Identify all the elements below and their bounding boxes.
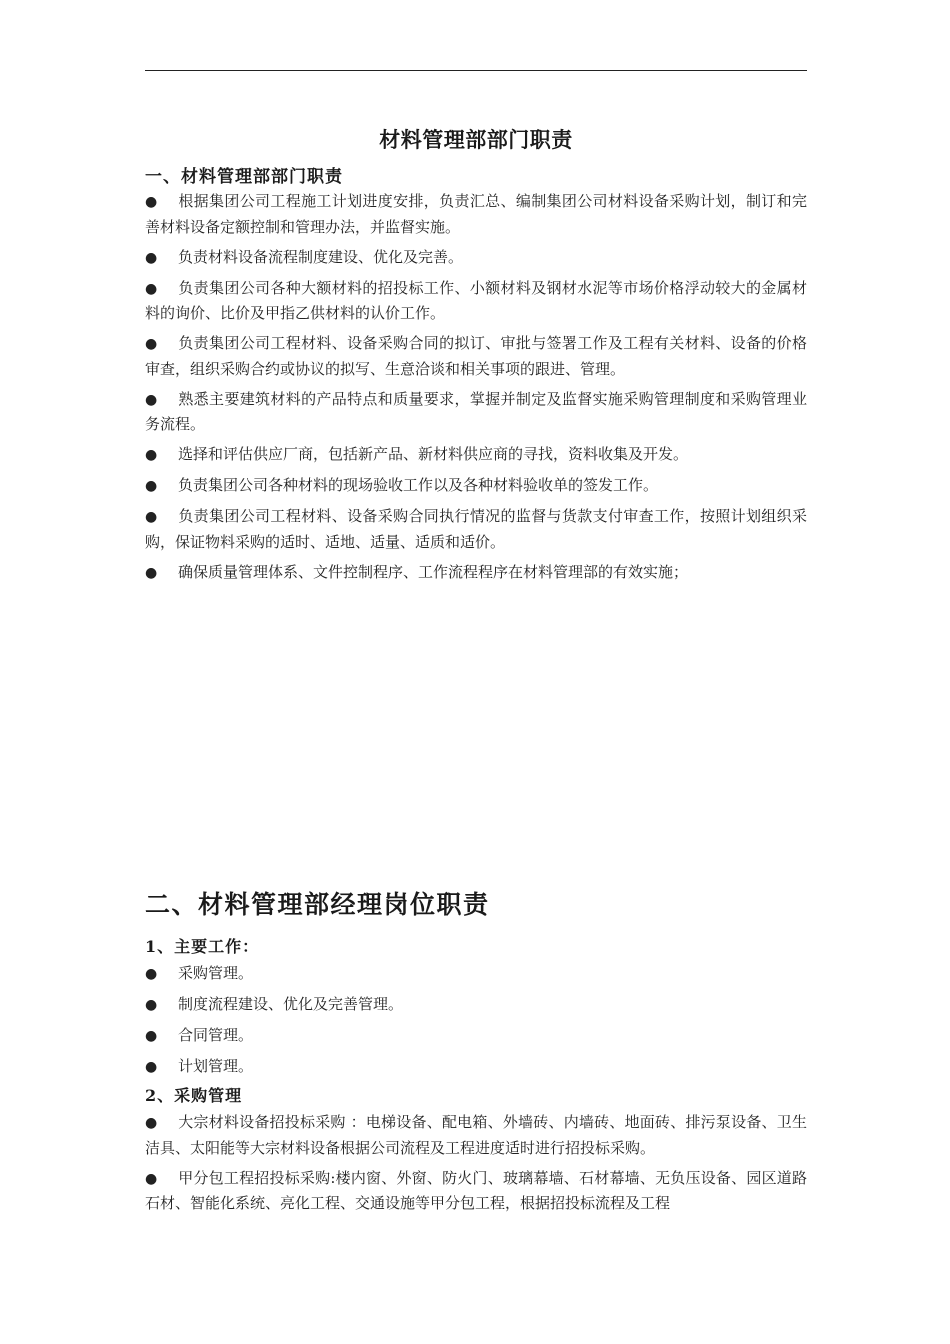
bullet-icon: ● <box>145 391 158 408</box>
list-item: ● 负责集团公司工程材料、设备采购合同的拟订、审批与签署工作及工程有关材料、设备的价格审查，组织采购合约或协议的拟写、生意洽谈和相关事项的跟进、管理。 <box>145 334 807 378</box>
bullet-icon: ● <box>145 1028 158 1044</box>
list-item: ● 甲分包工程招投标采购:楼内窗、外窗、防火门、玻璃幕墙、石材幕墙、无负压设备、园区道路石材、智能化系统、亮化工程、交通设施等甲分包工程，根据招投标流程及工程 <box>145 1168 807 1212</box>
bullet-icon: ● <box>145 997 158 1013</box>
list-item: ● 采购管理。 <box>145 961 807 987</box>
subsection2-heading: 2、采购管理 <box>145 1086 243 1105</box>
bullet-icon: ● <box>145 478 158 494</box>
bullet-icon: ● <box>145 564 158 581</box>
bullet-icon: ● <box>145 509 158 525</box>
list-item: ● 计划管理。 <box>145 1054 807 1080</box>
section2-heading: 二、材料管理部经理岗位职责 <box>145 890 490 919</box>
bullet-icon: ● <box>145 194 158 210</box>
list-item: ● 选择和评估供应厂商，包括新产品、新材料供应商的寻找，资料收集及开发。 <box>145 442 807 468</box>
bullet-icon: ● <box>145 447 158 463</box>
list-item: ● 根据集团公司工程施工计划进度安排，负责汇总、编制集团公司材料设备采购计划，制订和完善材料设备定额控制和管理办法，并监督实施。 <box>145 192 807 236</box>
bullet-icon: ● <box>145 1170 158 1187</box>
list-item: ● 确保质量管理体系、文件控制程序、工作流程程序在材料管理部的有效实施； <box>145 560 807 586</box>
section1-heading: 一、材料管理部部门职责 <box>145 167 343 187</box>
bullet-icon: ● <box>145 1059 158 1075</box>
list-item: ● 制度流程建设、优化及完善管理。 <box>145 992 807 1018</box>
bullet-icon: ● <box>145 1115 158 1131</box>
subsection1-list <box>145 961 807 1085</box>
list-item: ● 负责集团公司各种大额材料的招投标工作、小额材料及钢材水泥等市场价格浮动较大的金属材料的询价、比价及甲指乙供材料的认价工作。 <box>145 278 807 322</box>
list-item: ● 负责集团公司各种材料的现场验收工作以及各种材料验收单的签发工作。 <box>145 473 807 499</box>
bullet-icon: ● <box>145 280 158 297</box>
list-item: ● 大宗材料设备招投标采购 ：电梯设备、配电箱、外墙砖、内墙砖、地面砖、排污泵设备、卫生洁具、太阳能等大宗材料设备根据公司流程及工程进度适时进行招投标采购。 <box>145 1113 807 1157</box>
section1-list <box>145 189 807 591</box>
list-item: ● 合同管理。 <box>145 1023 807 1049</box>
header-rule <box>145 70 807 71</box>
bullet-icon: ● <box>145 336 158 352</box>
list-item: ● 负责材料设备流程制度建设、优化及完善。 <box>145 245 807 271</box>
bullet-icon: ● <box>145 249 158 266</box>
document-title: 材料管理部部门职责 <box>379 127 573 152</box>
list-item: ● 熟悉主要建筑材料的产品特点和质量要求，掌握并制定及监督实施采购管理制度和采购管理业务流程。 <box>145 389 807 433</box>
subsection1-heading: 1、主要工作： <box>145 937 260 956</box>
list-item: ● 负责集团公司工程材料、设备采购合同执行情况的监督与货款支付审查工作，按照计划组织采购，保证物料采购的适时、适地、适量、适质和适价。 <box>145 507 807 551</box>
subsection2-list <box>145 1110 807 1221</box>
bullet-icon: ● <box>145 966 158 982</box>
